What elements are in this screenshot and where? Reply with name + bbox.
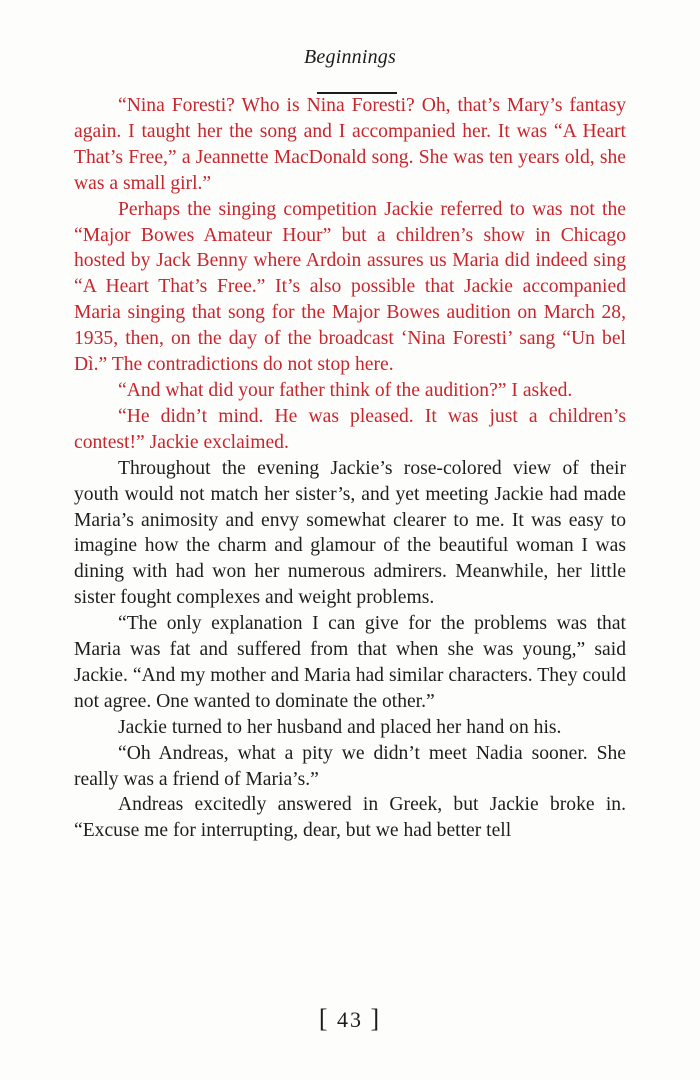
body-text <box>74 93 626 844</box>
paragraph: “The only explanation I can give for the problems was that Maria was fat and suffered from that when she was young,” said Jackie. “And my mother and Maria had similar characters. They could not agree. One wanted to dominate the other.” <box>74 613 626 712</box>
page-number-folio <box>0 1004 700 1034</box>
page-number: 43 <box>337 1007 363 1032</box>
folio-left-bracket: [ <box>318 1004 330 1033</box>
paragraph: Throughout the evening Jackie’s rose-colored view of their youth would not match her sister’s, and yet meeting Jackie had made Maria’s animosity and envy somewhat clearer to me. It was easy to imagine how the charm and glamour of the beautiful woman I was dining with had won her numerous admirers. Meanwhile, her little sister fought complexes and weight problems. <box>74 457 626 609</box>
paragraph: Perhaps the singing competition Jackie referred to was not the “Major Bowes Amateur Hour” but a children’s show in Chicago hosted by Jack Benny where Ardoin assures us Maria did indeed sing “A Heart That’s Free.” It’s also possible that Jackie accompanied Maria singing that song for the Major Bowes audition on March 28, 1935, then, on the day of the broadcast ‘Nina Foresti’ sang “Un bel Dì.” The contradictions do not stop here. <box>74 198 626 376</box>
paragraph: Andreas excitedly answered in Greek, but Jackie broke in. “Excuse me for interrupting, dear, but we had better tell <box>74 794 626 842</box>
paragraph: “Nina Foresti? Who is Nina Foresti? Oh, that’s Mary’s fantasy again. I taught her the song and I accompanied her. It was “A Heart That’s Free,” a Jeannette MacDonald song. She was ten years old, she was a small girl.” <box>74 95 626 194</box>
paragraph: Jackie turned to her husband and placed her hand on his. <box>118 716 562 738</box>
paragraph: “Oh Andreas, what a pity we didn’t meet Nadia sooner. She really was a friend of Maria’s.” <box>74 742 626 790</box>
paragraph: “He didn’t mind. He was pleased. It was just a children’s contest!” Jackie exclaimed. <box>74 405 626 453</box>
running-head: Beginnings <box>304 46 396 68</box>
paragraph: “And what did your father think of the audition?” I asked. <box>118 379 573 401</box>
folio-right-bracket: ] <box>370 1004 382 1033</box>
